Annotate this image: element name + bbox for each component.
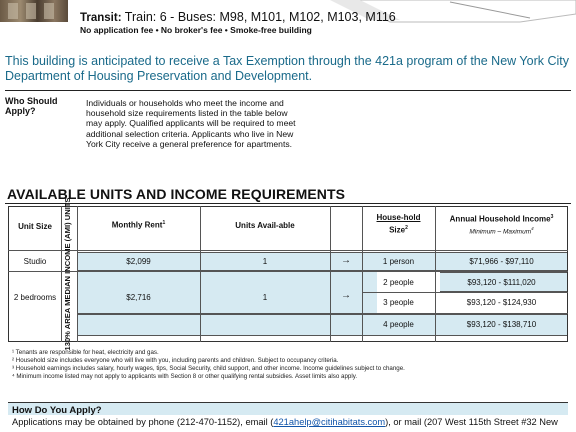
fees-info: No application fee • No broker's fee • Smoke-free building (80, 25, 312, 35)
table-cell-rent: $2,716 (126, 293, 151, 302)
who-should-apply-text: Individuals or households who meet the income and household size requirements listed in the table below may apply. Qualified applicants will be required to meet additional selection criteria. Applicants who live in New York City receive a general preference for apartments. (86, 98, 296, 149)
transit-value: Train: 6 - Buses: M98, M101, M102, M103, M116 (124, 10, 396, 24)
table-cell-size: 1 person (382, 257, 415, 266)
header-ami (62, 197, 74, 351)
header-household-size (362, 213, 435, 236)
footnote: ¹ Tenants are responsible for heat, electricity and gas. (12, 349, 159, 356)
arrow-icon: → (341, 255, 351, 266)
header-monthly-rent-label: Monthly Rent (111, 220, 163, 230)
email-link[interactable]: 421ahelp@citihabitats.com (273, 417, 386, 427)
table-grid-line (8, 250, 568, 251)
header-units-available: Units Avail-able (235, 221, 295, 230)
header-unit-size: Unit Size (18, 222, 52, 231)
arrow-icon: → (341, 290, 351, 301)
who-should-apply-label: Who Should Apply? (5, 96, 58, 116)
footnote: ³ Household earnings includes salary, hourly wages, tips, Social Security, child support, and other income. Income guidelines subject to change. (12, 365, 405, 372)
header-income-sub: Minimum – Maximum (469, 228, 532, 236)
header-income-label: Annual Household Income (449, 214, 551, 224)
header-monthly-rent-sup: 1 (162, 220, 166, 226)
how-to-apply-title: How Do You Apply? (12, 405, 102, 416)
table-grid-line (330, 206, 331, 342)
apply-text-post: ), or mail (207 West 115th Street #32 New (385, 417, 558, 427)
divider (5, 90, 571, 91)
table-cell-income: $93,120 - $111,020 (467, 278, 536, 287)
header-income (436, 213, 567, 236)
table-grid-line (362, 292, 568, 293)
header-household-size-b: Size (389, 225, 406, 235)
header-income-sub-sup: 4 (531, 225, 534, 231)
table-cell-units: 1 (262, 293, 268, 302)
apply-text-pre: Applications may be obtained by phone (212-470-1152), email ( (12, 417, 274, 427)
table-cell-income: $93,120 - $124,930 (466, 298, 537, 307)
table-cell-size: 2 people (383, 278, 414, 287)
header-income-sup: 3 (550, 214, 554, 220)
table-cell-units: 1 (262, 257, 268, 266)
footnote: ⁴ Minimum income listed may not apply to applicants with Section 8 or other qualifying rental subsidies. Asset limits also apply. (12, 373, 358, 380)
table-cell-unit: 2 bedrooms (13, 293, 57, 302)
section-divider (5, 203, 571, 204)
table-cell-unit: Studio (23, 257, 47, 266)
table-grid-line (362, 313, 568, 314)
how-to-apply-text (12, 417, 576, 428)
building-photo (0, 0, 68, 22)
table-cell-income: $71,966 - $97,110 (469, 257, 534, 266)
header-monthly-rent (77, 218, 200, 231)
transit-info (80, 10, 396, 24)
table-cell-rent: $2,099 (126, 257, 151, 266)
tax-exemption-note: This building is anticipated to receive a Tax Exemption through the 421a program of the New York City Department of Housing Preservation and Development. (5, 54, 569, 83)
section-title: AVAILABLE UNITS AND INCOME REQUIREMENTS (7, 186, 346, 202)
header-household-size-sup: 2 (405, 225, 408, 231)
how-to-apply-header (8, 402, 568, 415)
header-household-size-a: House-hold (376, 213, 421, 222)
header-ami-label: 130% AREA MEDIAN INCOME (AMI) UNITS (62, 197, 72, 351)
table-grid-line (8, 271, 568, 272)
table-cell-size: 4 people (383, 320, 414, 329)
transit-label: Transit: (80, 12, 122, 24)
table-cell-size: 3 people (383, 298, 414, 307)
table-cell-income: $93,120 - $138,710 (466, 320, 537, 329)
footnote: ² Household size includes everyone who will live with you, including parents and children. Subject to occupancy criteria. (12, 357, 339, 364)
